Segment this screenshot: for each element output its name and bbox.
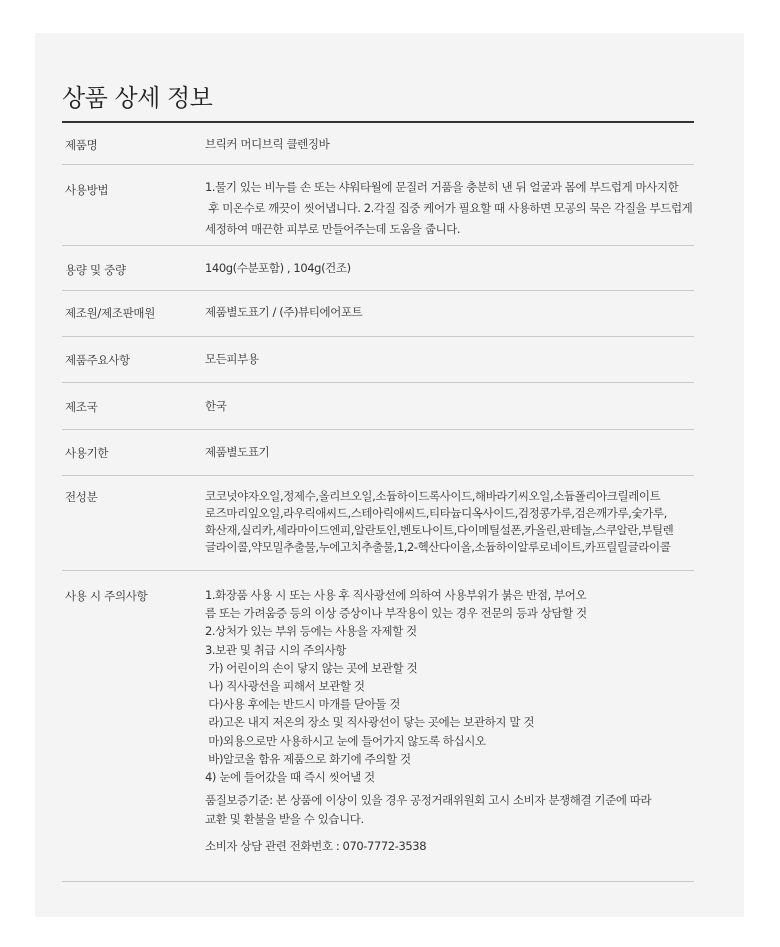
value-line: 품질보증기준: 본 상품에 이상이 있을 경우 공정거래위원회 고시 소비자 분쟁해결 기준에 따라 (205, 793, 652, 807)
row-value (205, 488, 695, 556)
value-line: 1.화장품 사용 시 또는 사용 후 직사광선에 의하여 사용부위가 붉은 반점, 부어오 (205, 588, 587, 602)
row-label: 사용기한 (65, 446, 109, 460)
value-line: 코코넛야자오일,정제수,올리브오일,소듐하이드록사이드,해바라기씨오일,소듐폴리아크릴레이트 (205, 489, 661, 503)
info-row-skin-type (62, 337, 694, 383)
row-label: 제품명 (65, 138, 98, 152)
value-line: 름 또는 가려움증 등의 이상 증상이나 부작용이 있는 경우 전문의 등과 상담할 것 (205, 606, 587, 621)
value-line: 교환 및 환불을 받을 수 있습니다. (205, 812, 364, 826)
info-row-volume (62, 246, 694, 291)
value-line: 브릭커 머디브릭 클렌징바 (205, 137, 330, 151)
value-line: 4) 눈에 들어갔을 때 즉시 씻어낼 것 (205, 770, 375, 785)
value-line: 3.보관 및 취급 시의 주의사항 (205, 642, 346, 657)
info-row-expiry (62, 430, 694, 476)
row-label: 용량 및 중량 (65, 263, 126, 277)
value-line: 세정하여 매끈한 피부로 만들어주는데 도움을 줍니다. (205, 222, 461, 236)
value-line: 가) 어린이의 손이 닿지 않는 곳에 보관할 것 (205, 660, 418, 675)
value-line: 후 미온수로 깨끗이 씻어냅니다. 2.각질 집중 케어가 필요할 때 사용하면 모공의 묵은 각질을 부드럽게 (205, 201, 693, 215)
info-row-country (62, 383, 694, 430)
row-label: 제조국 (65, 400, 98, 414)
value-line: 제품별도표기 (205, 445, 270, 459)
value-line: 1.물기 있는 비누를 손 또는 샤워타월에 문질러 거품을 충분히 낸 뒤 얼굴과 몸에 부드럽게 마사지한 (205, 180, 679, 194)
value-line: 라)고온 내지 저온의 장소 및 직사광선이 닿는 곳에는 보관하지 말 것 (205, 715, 535, 730)
value-line: 모든피부용 (205, 352, 259, 366)
value-line: 나) 직사광선을 피해서 보관할 것 (205, 679, 365, 694)
row-value (205, 443, 695, 462)
row-value (205, 586, 695, 786)
info-row-usage (62, 165, 694, 246)
value-line: 마)외용으로만 사용하시고 눈에 들어가지 않도록 하십시오 (205, 733, 486, 748)
value-line: 제품별도표기 / (주)뷰티에어포트 (205, 305, 363, 319)
value-line: 화산재,실리카,세라마이드엔피,알란토인,벤토나이트,다이메틸설폰,카올린,판테놀,스쿠알란,부틸렌 (205, 523, 674, 537)
value-line: 바)알코올 함유 제품으로 화기에 주의할 것 (205, 751, 411, 766)
info-row-precautions (62, 571, 694, 882)
contact-phone-text (205, 837, 695, 856)
row-value (205, 135, 695, 154)
value-line: 다)사용 후에는 반드시 마개를 닫아둘 것 (205, 697, 400, 712)
value-line: 140g(수분포함) , 104g(건조) (205, 261, 351, 275)
row-label: 사용 시 주의사항 (65, 589, 148, 603)
quality-guarantee-text (205, 791, 695, 829)
row-value (205, 397, 695, 416)
row-label: 전성분 (65, 490, 98, 504)
value-line: 로즈마리잎오일,라우릭애씨드,스테아릭애씨드,티타늄디옥사이드,검정콩가루,검은깨가루,숯가루, (205, 506, 667, 520)
row-label: 제품주요사항 (65, 353, 130, 367)
page-title: 상품 상세 정보 (62, 84, 213, 112)
row-label: 사용방법 (65, 183, 109, 197)
info-row-manufacturer (62, 291, 694, 337)
value-line: 한국 (205, 399, 227, 413)
row-value (205, 350, 695, 369)
row-value (205, 303, 695, 322)
row-label: 제조원/제조판매원 (65, 306, 156, 320)
info-row-ingredients (62, 476, 694, 571)
value-line: 글라이콜,약모밀추출물,누에고치추출물,1,2-헥산다이올,소듐하이알루로네이트,카프릴릴글라이콜 (205, 540, 671, 554)
row-divider (62, 881, 694, 882)
info-row-product-name (62, 123, 694, 165)
value-line: 2.상처가 있는 부위 등에는 사용을 자제할 것 (205, 624, 417, 639)
value-line: 소비자 상담 관련 전화번호 : 070-7772-3538 (205, 839, 427, 853)
row-value (205, 259, 695, 278)
row-value (205, 177, 695, 240)
